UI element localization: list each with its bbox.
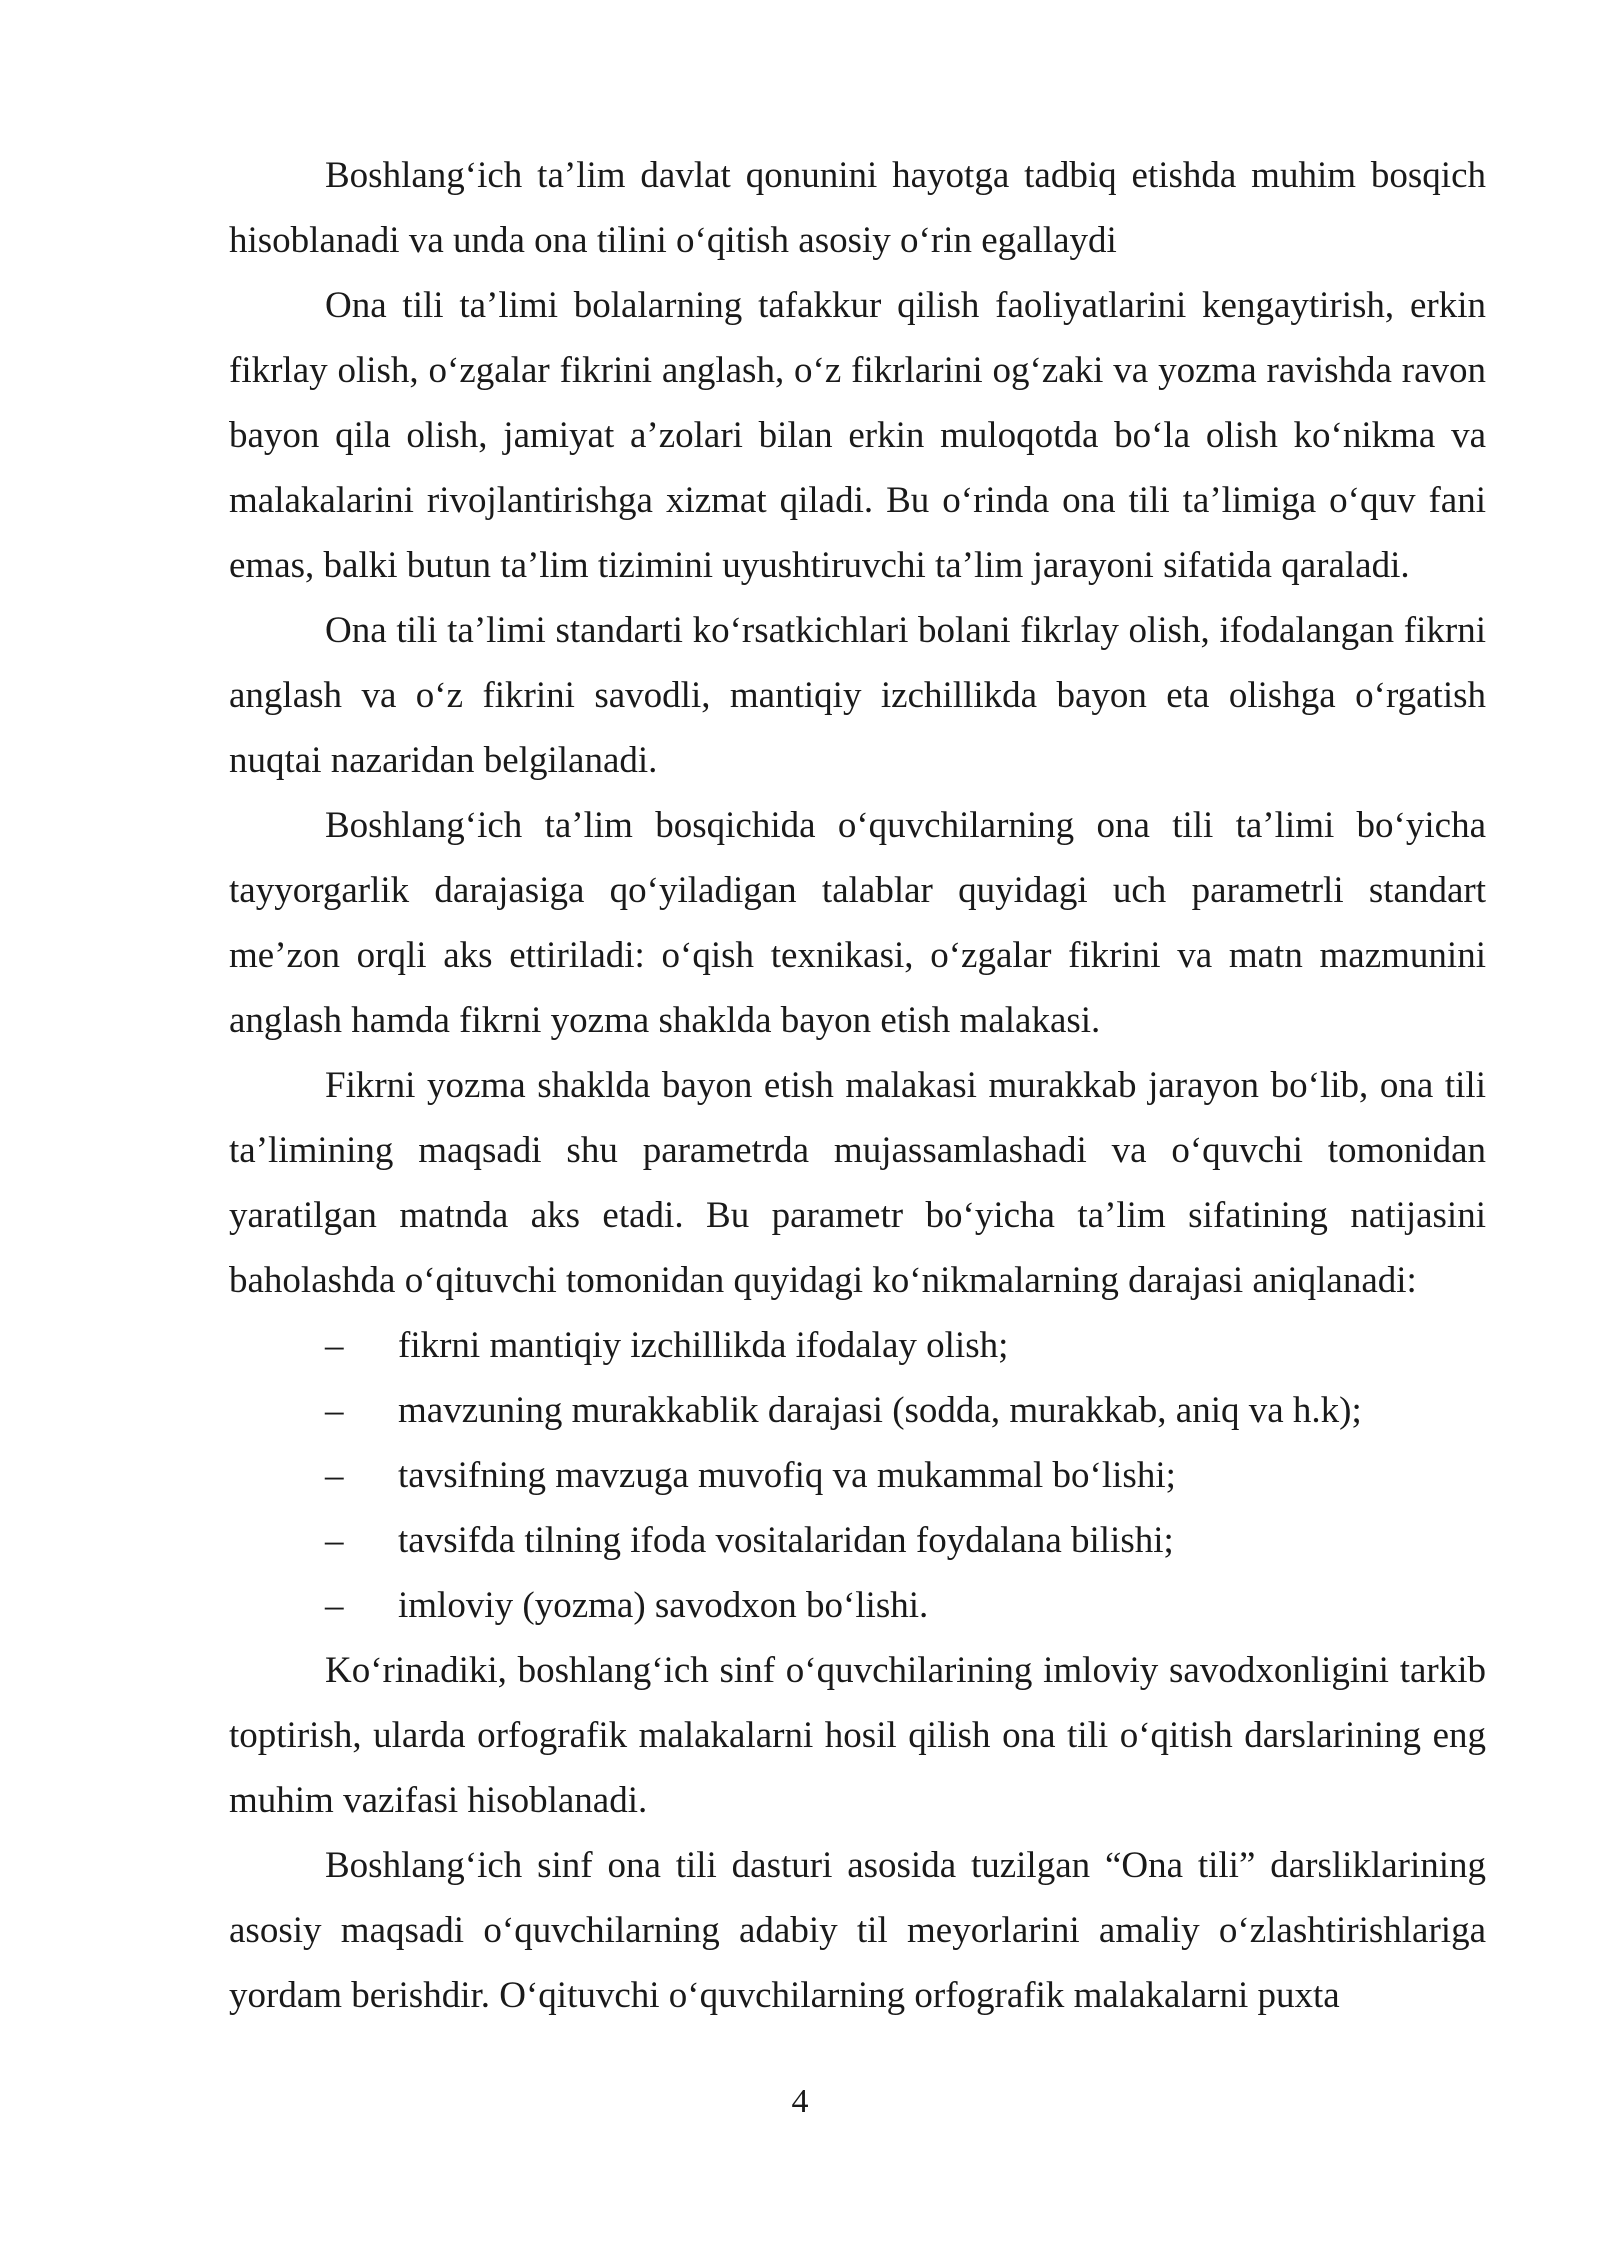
list-item-text: tavsifda tilning ifoda vositalaridan foydalana bilishi; xyxy=(398,1520,1174,1561)
paragraph: Ona tili ta’limi standarti ko‘rsatkichlari bolani fikrlay olish, ifodalangan fikrni anglash va o‘z fikrini savodli, mantiqiy izchillikda bayon eta olishga o‘rgatish nuqtai nazaridan belgilanadi. xyxy=(229,610,1486,781)
list-item-text: fikrni mantiqiy izchillikda ifodalay olish; xyxy=(398,1325,1009,1366)
paragraph: Boshlang‘ich ta’lim bosqichida o‘quvchilarning ona tili ta’limi bo‘yicha tayyorgarlik darajasiga qo‘yiladigan talablar quyidagi uch parametrli standart me’zon orqli aks ettiriladi: o‘qish texnikasi, o‘zgalar fikrini va matn mazmunini anglash hamda fikrni yozma shaklda bayon etish malakasi. xyxy=(229,805,1486,1041)
list-item xyxy=(229,1443,1486,1508)
list-item-text: tavsifning mavzuga muvofiq va mukammal bo‘lishi; xyxy=(398,1455,1176,1496)
paragraph: Fikrni yozma shakldа bayon etish malakasi murakkab jarayon bo‘lib, ona tili ta’limining maqsadi shu parametrda mujassamlashadi va o‘quvchi tomonidan yaratilgan matnda aks etadi. Bu parametr bo‘yicha ta’lim sifatining natijasini baholashda o‘qituvchi tomonidan quyidagi ko‘nikmalarning darajasi aniqlanadi: xyxy=(229,1065,1486,1301)
list-item-text: mavzuning murakkablik darajasi (sodda, murakkab, aniq va h.k); xyxy=(398,1390,1362,1431)
dash-bullet-icon: – xyxy=(325,1585,344,1626)
list-item xyxy=(229,1573,1486,1638)
list-item-text: imloviy (yozma) savodxon bo‘lishi. xyxy=(398,1585,929,1626)
list-item xyxy=(229,1313,1486,1378)
dash-bullet-icon: – xyxy=(325,1520,344,1561)
dash-bullet-icon: – xyxy=(325,1390,344,1431)
paragraph: Ko‘rinadiki, boshlang‘ich sinf o‘quvchilarining imloviy savodxonligini tarkib toptirish, ularda orfografik malakalarni hosil qilish ona tili o‘qitish darslarining eng muhim vazifasi hisoblanadi. xyxy=(229,1650,1486,1821)
page-number: 4 xyxy=(791,2083,809,2120)
skills-list xyxy=(229,1313,1486,1638)
paragraph: Ona tili ta’limi bolalarning tafakkur qilish faoliyatlarini kengaytirish, erkin fikrlay olish, o‘zgalar fikrini anglash, o‘z fikrlarini og‘zaki va yozma ravishda ravon bayon qila olish, jamiyat a’zolari bilan erkin muloqotda bo‘la olish ko‘nikma va malakalarini rivojlantirishga xizmat qiladi. Bu o‘rinda ona tili ta’limiga o‘quv fani emas, balki butun ta’lim tizimini uyushtiruvchi ta’lim jarayoni sifatida qaraladi. xyxy=(229,285,1486,586)
list-item xyxy=(229,1378,1486,1443)
list-item xyxy=(229,1508,1486,1573)
dash-bullet-icon: – xyxy=(325,1455,344,1496)
dash-bullet-icon: – xyxy=(325,1325,344,1366)
page-body xyxy=(229,143,1486,2028)
paragraph: Boshlang‘ich ta’lim davlat qonunini hayotga tadbiq etishda muhim bosqich hisoblanadi va unda ona tilini o‘qitish asosiy o‘rin egallaydi xyxy=(229,155,1486,261)
paragraph: Boshlang‘ich sinf ona tili dasturi asosida tuzilgan “Ona tili” darsliklarining asosiy maqsadi o‘quvchilarning adabiy til meyorlarini amaliy o‘zlashtirishlariga yordam berishdir. O‘qituvchi o‘quvchilarning orfografik malakalarni puxta xyxy=(229,1845,1486,2016)
